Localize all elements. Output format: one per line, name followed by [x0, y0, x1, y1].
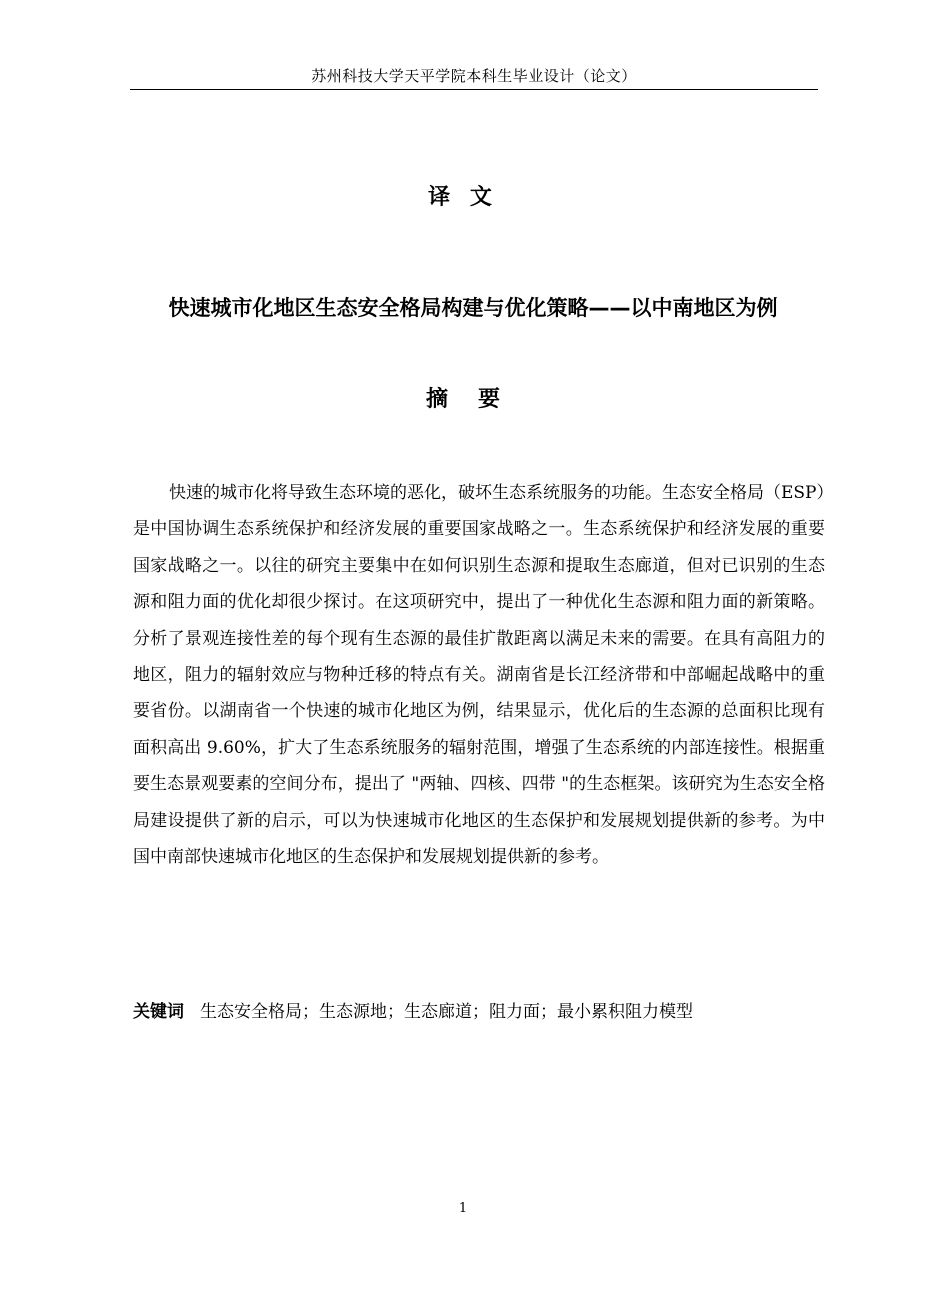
abstract-heading: 摘要 — [425, 387, 530, 412]
header-rule — [130, 89, 818, 90]
keywords-text: 生态安全格局；生态源地；生态廊道；阻力面；最小累积阻力模型 — [200, 1002, 693, 1022]
keywords-label: 关键词 — [133, 1002, 184, 1022]
keywords — [133, 998, 825, 1026]
page-number: 1 — [458, 1201, 468, 1216]
section-label: 译 文 — [428, 185, 498, 210]
running-header: 苏州科技大学天平学院本科生毕业设计（论文） — [311, 67, 637, 85]
paper-title: 快速城市化地区生态安全格局构建与优化策略——以中南地区为例 — [168, 296, 778, 320]
abstract-body: 快速的城市化将导致生态环境的恶化，破坏生态系统服务的功能。生态安全格局（ESP）是中国协调生态系统保护和经济发展的重要国家战略之一。生态系统保护和经济发展的重要国家战略之一。以往的研究主要集中在如何识别生态源和提取生态廊道，但对已识别的生态源和阻力面的优化却很少探讨。在这项研究中，提出了一种优化生态源和阻力面的新策略。分析了景观连接性差的每个现有生态源的最佳扩散距离以满足未来的需要。在具有高阻力的地区，阻力的辐射效应与物种迁移的特点有关。湖南省是长江经济带和中部崛起战略中的重要省份。以湖南省一个快速的城市化地区为例，结果显示，优化后的生态源的总面积比现有面积高出 9.60%，扩大了生态系统服务的辐射范围，增强了生态系统的内部连接性。根据重要生态景观要素的空间分布，提出了 "两轴、四核、四带 "的生态框架。该研究为生态安全格局建设提供了新的启示，可以为快速城市化地区的生态保护和发展规划提供新的参考。为中国中南部快速城市化地区的生态保护和发展规划提供新的参考。 — [133, 483, 825, 868]
